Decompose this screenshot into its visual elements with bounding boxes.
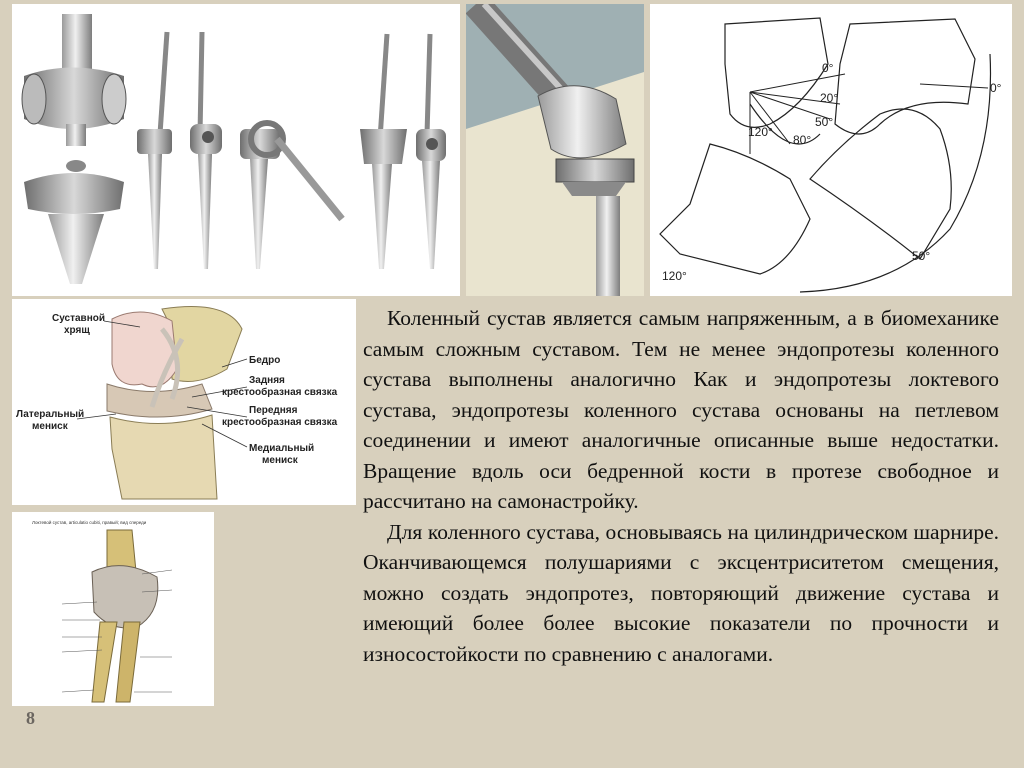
paragraph-2: Для коленного сустава, основываясь на цилиндрическом шарнире. Оканчивающемся полушариями с эксцентриситетом смещения, можно создать эндопротез, повторяющий движение сустава и имеющий более более высокие показатели по прочности и износостойкости по сравнению с аналогами. xyxy=(363,519,999,666)
angle-label-outer-0: 0° xyxy=(990,81,1002,95)
label-medial-meniscus-1: Медиальный xyxy=(249,443,315,454)
label-cartilage-line1: Суставной xyxy=(52,313,105,324)
label-posterior-ligament-1: Задняя xyxy=(249,375,285,386)
angle-label-0: 0° xyxy=(822,61,834,75)
label-posterior-ligament-2: крестообразная связка xyxy=(222,387,338,398)
label-lateral-meniscus-2: мениск xyxy=(32,421,68,432)
main-text-block xyxy=(363,303,999,669)
angle-label-80: 80° xyxy=(793,133,812,147)
elbow-anatomy-illustration xyxy=(12,512,214,706)
knee-anatomy-illustration xyxy=(12,299,356,505)
label-lateral-meniscus-1: Латеральный xyxy=(16,409,85,420)
label-cartilage-line2: хрящ xyxy=(64,325,90,336)
angle-label-120: 120° xyxy=(748,125,773,139)
angle-label-50: 50° xyxy=(815,115,834,129)
label-anterior-ligament-1: Передняя xyxy=(249,405,298,416)
prosthesis-assembled-photo xyxy=(466,4,644,296)
elbow-caption: Локтевой сустав, articulatio cubiti, правый; вид спереди xyxy=(32,520,147,525)
angle-label-outer-120: 120° xyxy=(662,269,687,283)
prosthesis-components-photo xyxy=(12,4,460,296)
label-medial-meniscus-2: мениск xyxy=(262,455,298,466)
page-number: 8 xyxy=(26,708,35,728)
range-of-motion-diagram xyxy=(650,4,1012,296)
paragraph-1: Коленный сустав является самым напряженным, а в биомеханике самым сложным суставом. Тем не менее эндопротезы коленного сустава выполнены аналогично Как и эндопротезы локтевого сустава, эндопротезы коленного сустава основаны на петлевом соединении и имеют аналогичные описанные выше недостатки. Вращение вдоль оси бедренной кости в протезе свободное и рассчитано на самонастройку. xyxy=(363,306,999,513)
label-anterior-ligament-2: крестообразная связка xyxy=(222,417,338,428)
angle-label-outer-50: 50° xyxy=(912,249,931,263)
label-femur: Бедро xyxy=(249,355,281,366)
angle-label-20: 20° xyxy=(820,91,839,105)
